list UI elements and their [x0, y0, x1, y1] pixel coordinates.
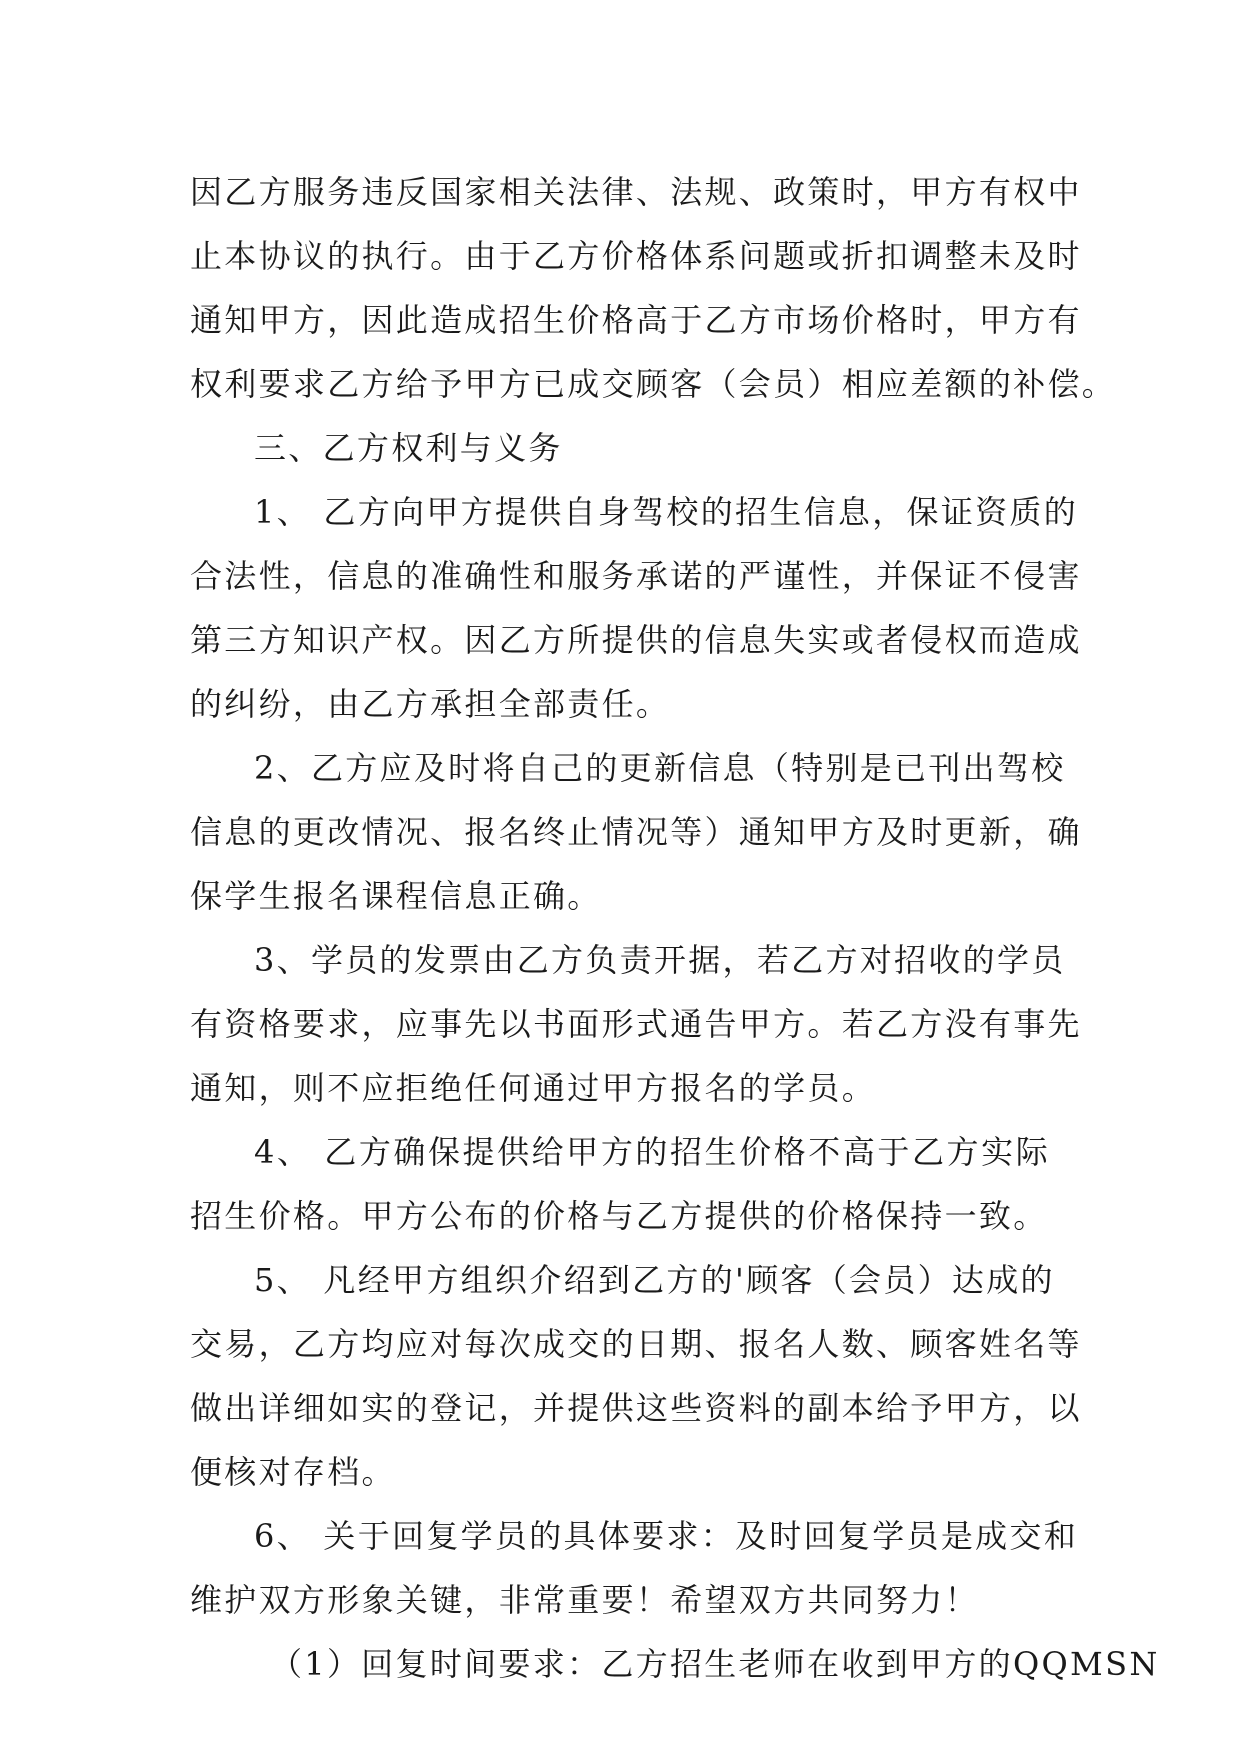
clause-4-line: 招生价格。甲方公布的价格与乙方提供的价格保持一致。 [190, 1197, 1048, 1235]
clause-2-line: 信息的更改情况、报名终止情况等）通知甲方及时更新，确 [190, 813, 1082, 851]
paragraph-line: 因乙方服务违反国家相关法律、法规、政策时，甲方有权中 [190, 173, 1082, 211]
clause-5-line: 做出详细如实的登记，并提供这些资料的副本给予甲方，以 [190, 1389, 1082, 1427]
clause-6-line: 维护双方形象关键，非常重要！希望双方共同努力！ [190, 1581, 979, 1619]
section-heading: 三、乙方权利与义务 [254, 429, 563, 467]
clause-1-line: 的纠纷，由乙方承担全部责任。 [190, 685, 671, 723]
clause-5-line: 5、 凡经甲方组织介绍到乙方的'顾客（会员）达成的 [254, 1261, 1055, 1299]
clause-4-line: 4、 乙方确保提供给甲方的招生价格不高于乙方实际 [254, 1133, 1050, 1171]
clause-1-line: 第三方知识产权。因乙方所提供的信息失实或者侵权而造成 [190, 621, 1082, 659]
clause-6-line: 6、 关于回复学员的具体要求：及时回复学员是成交和 [254, 1517, 1079, 1555]
paragraph-line: 权利要求乙方给予甲方已成交顾客（会员）相应差额的补偿。 [190, 365, 1117, 403]
clause-2-line: 保学生报名课程信息正确。 [190, 877, 602, 915]
sub-clause-1-line: （1）回复时间要求：乙方招生老师在收到甲方的QQMSN [270, 1645, 1160, 1683]
clause-3-line: 通知，则不应拒绝任何通过甲方报名的学员。 [190, 1069, 877, 1107]
clause-3-line: 有资格要求，应事先以书面形式通告甲方。若乙方没有事先 [190, 1005, 1082, 1043]
clause-1-line: 合法性，信息的准确性和服务承诺的严谨性，并保证不侵害 [190, 557, 1082, 595]
clause-5-line: 交易，乙方均应对每次成交的日期、报名人数、顾客姓名等 [190, 1325, 1082, 1363]
paragraph-line: 通知甲方，因此造成招生价格高于乙方市场价格时，甲方有 [190, 301, 1082, 339]
paragraph-line: 止本协议的执行。由于乙方价格体系问题或折扣调整未及时 [190, 237, 1082, 275]
clause-3-line: 3、学员的发票由乙方负责开据，若乙方对招收的学员 [254, 941, 1066, 979]
clause-2-line: 2、乙方应及时将自己的更新信息（特别是已刊出驾校 [254, 749, 1066, 787]
document-body [190, 160, 1160, 1696]
clause-1-line: 1、 乙方向甲方提供自身驾校的招生信息，保证资质的 [254, 493, 1079, 531]
clause-5-line: 便核对存档。 [190, 1453, 396, 1491]
